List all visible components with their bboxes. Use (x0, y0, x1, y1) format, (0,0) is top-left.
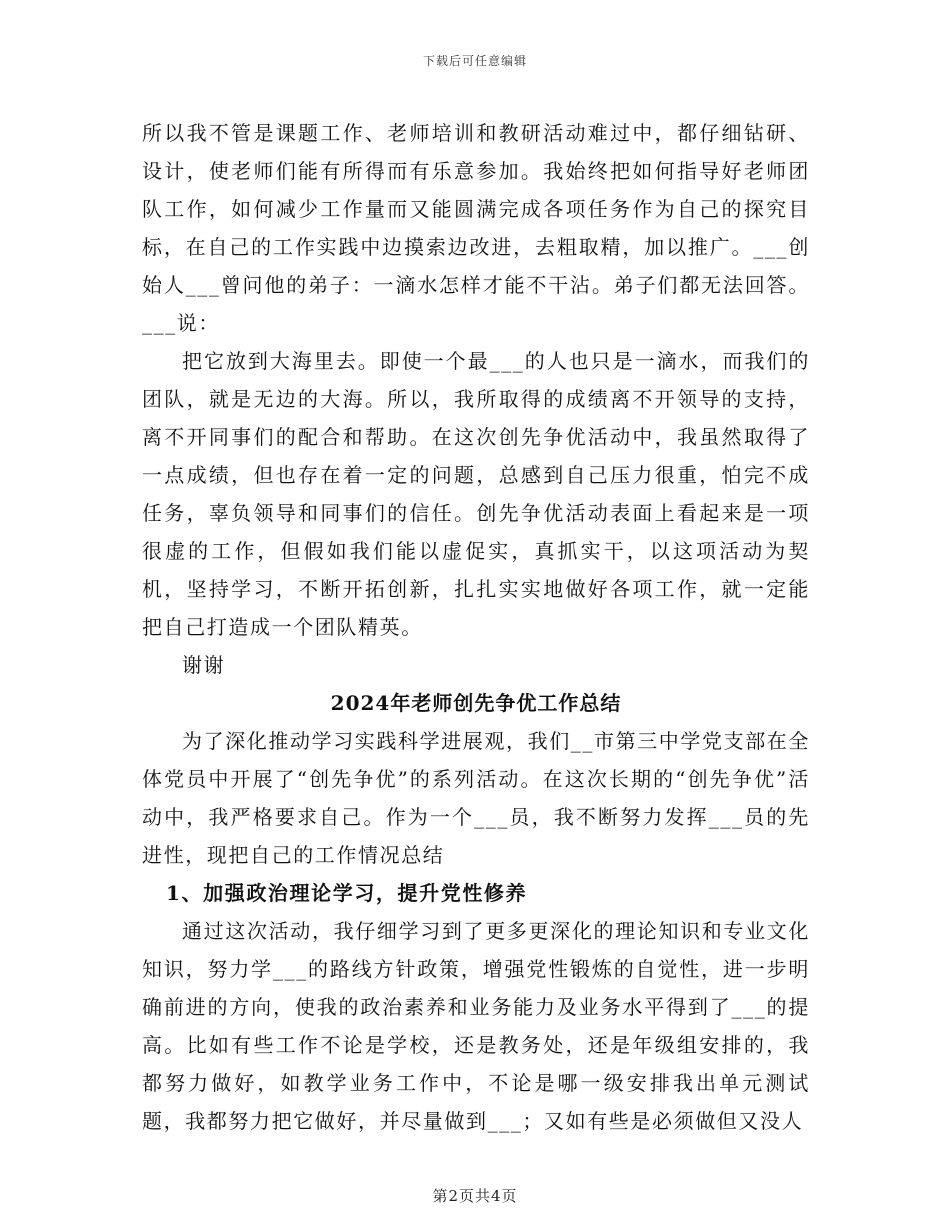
page-number: 第2页共4页 (432, 1187, 518, 1205)
document-title: 2024年老师创先争优工作总结 (330, 691, 622, 715)
body-paragraph: 为了深化推动学习实践科学进展观，我们__市第三中学党支部在全体党员中开展了“创先争优”的系列活动。在这次长期的“创先争优”活动中，我严格要求自己。作为一个___员，我不断努力发挥___员的先进性，现把自己的工作情况总结 (142, 729, 810, 867)
body-paragraph: 所以我不管是课题工作、老师培训和教研活动难过中，都仔细钻研、设计，使老师们能有所得而有乐意参加。我始终把如何指导好老师团队工作，如何减少工作量而又能圆满完成各项任务作为自己的探究目标，在自己的工作实践中边摸索边改进，去粗取精，加以推广。___创始人___曾问他的弟子：一滴水怎样才能不干沾。弟子们都无法回答。___说： (142, 121, 810, 335)
body-paragraph: 把它放到大海里去。即使一个最___的人也只是一滴水，而我们的团队，就是无边的大海。所以，我所取得的成绩离不开领导的支持，离不开同事们的配合和帮助。在这次创先争优活动中，我虽然取得了一点成绩，但也存在着一定的问题，总感到自己压力很重，怕完不成任务，辜负领导和同事们的信任。创先争优活动表面上看起来是一项很虚的工作，但假如我们能以虚促实，真抓实干，以这项活动为契机，坚持学习，不断开拓创新，扎扎实实地做好各项工作，就一定能把自己打造成一个团队精英。 (142, 349, 810, 639)
header-note: 下载后可任意编辑 (422, 54, 527, 68)
document-body (142, 114, 810, 1140)
body-paragraph: 通过这次活动，我仔细学习到了更多更深化的理论知识和专业文化知识，努力学___的路线方针政策，增强党性锻炼的自觉性，进一步明确前进的方向，使我的政治素养和业务能力及业务水平得到了___的提高。比如有些工作不论是学校，还是教务处，还是年级组安排的，我都努力做好，如教学业务工作中，不论是哪一级安排我出单元测试题，我都努力把它做好，并尽量做到___；又如有些是必须做但又没人 (142, 919, 810, 1133)
section-heading: 1、加强政治理论学习，提升党性修养 (166, 881, 528, 905)
thanks-line: 谢谢 (182, 653, 226, 677)
